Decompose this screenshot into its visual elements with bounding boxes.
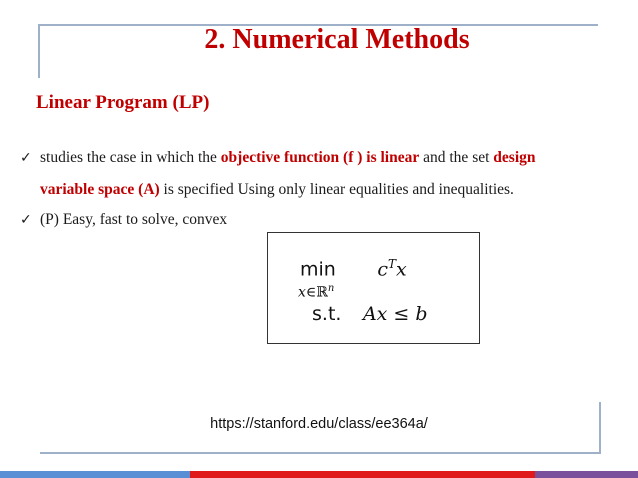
slide-subtitle: Linear Program (LP) (36, 92, 210, 113)
lp-formula-box (267, 232, 480, 344)
bullet-text: and the set (419, 149, 494, 166)
highlight-objective-function: objective function (f ) is linear (220, 149, 420, 166)
bullet-continuation (20, 174, 620, 205)
bullet-text: is specified Using only linear equalities and inequalities. (159, 181, 514, 198)
footer-bar-red (190, 471, 535, 478)
formula-domain-row (298, 283, 334, 302)
subject-to-label: s.t. (312, 303, 342, 325)
frame-corner-bottom-right-horizontal (40, 452, 601, 454)
checkmark-icon: ✓ (20, 212, 32, 228)
footer-bar-blue (0, 471, 190, 478)
bullet-text: studies the case in which the (40, 149, 221, 166)
domain-reals: ℝ (316, 285, 328, 301)
objective-x: x (396, 258, 407, 281)
domain-in: ∈ (305, 285, 317, 301)
source-url[interactable]: https://stanford.edu/class/ee364a/ (210, 416, 428, 432)
highlight-variable-space: variable space (A) (40, 181, 160, 198)
bullet-text: (P) Easy, fast to solve, convex (40, 211, 228, 228)
domain-var: x (298, 284, 306, 301)
min-operator: min (300, 258, 336, 281)
objective-transpose: T (388, 257, 397, 271)
formula-constraint-row (312, 303, 428, 326)
domain-dimension: n (327, 283, 335, 294)
constraint-expression: Ax ≤ b (362, 303, 428, 325)
footer-bar-purple (535, 471, 638, 478)
formula-objective-row (300, 257, 407, 281)
bullet-item-1 (20, 142, 620, 205)
slide-title: 2. Numerical Methods (204, 24, 470, 55)
checkmark-icon: ✓ (20, 150, 32, 166)
objective-c: c (377, 258, 388, 281)
highlight-design: design (493, 149, 536, 166)
